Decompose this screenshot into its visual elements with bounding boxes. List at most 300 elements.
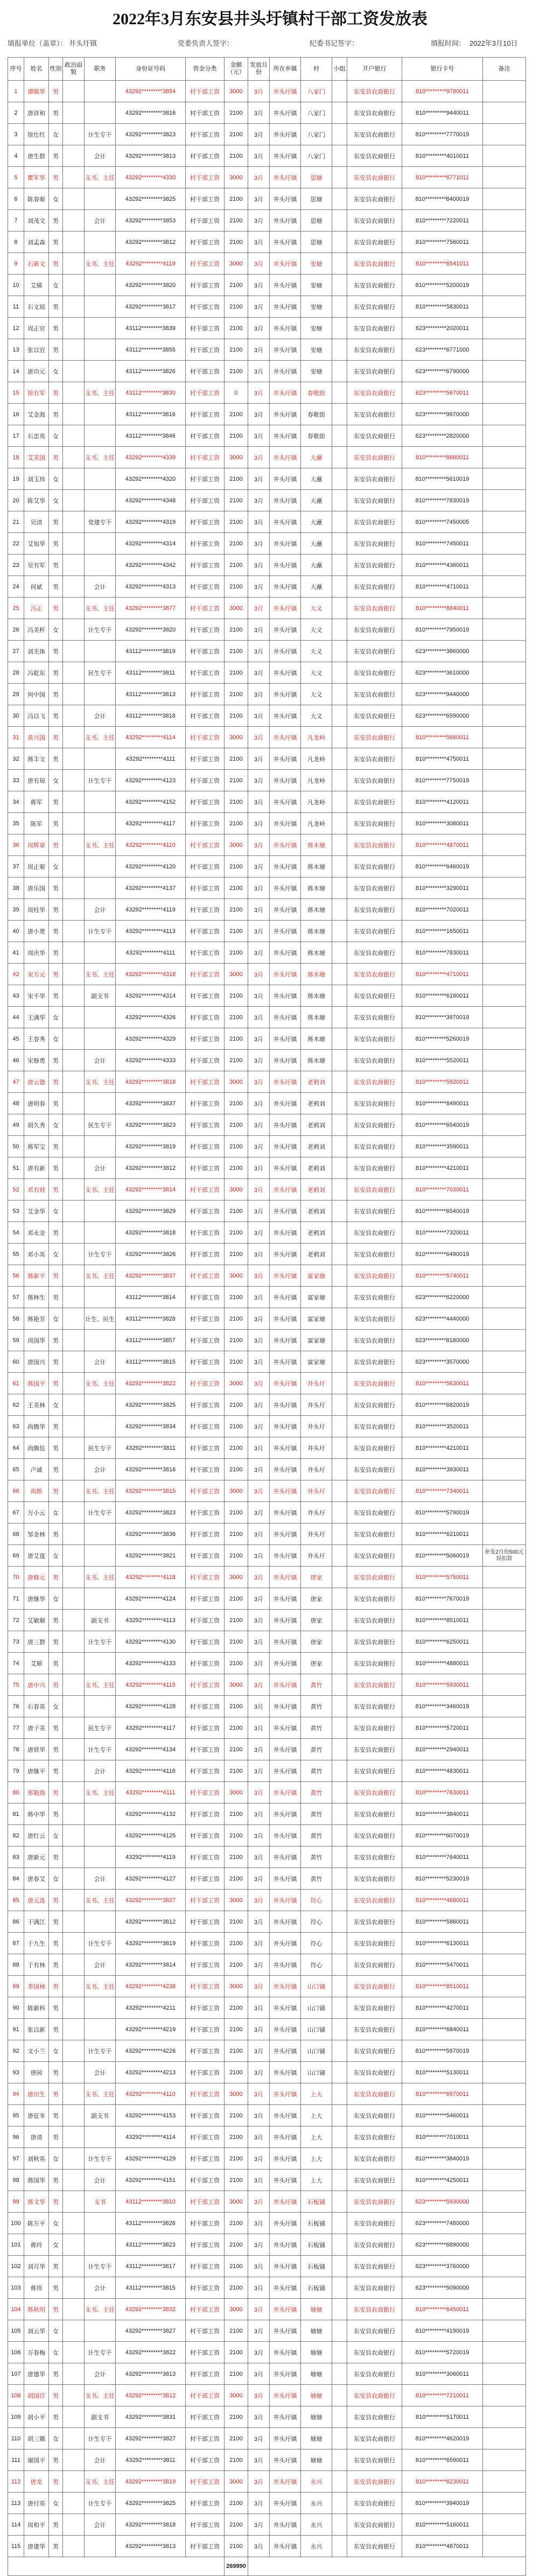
cell-position: 会计 [85, 1868, 116, 1890]
cell-card-number: 623*********6790000 [402, 361, 483, 382]
cell-group [332, 231, 347, 253]
cell-position [85, 1007, 116, 1028]
cell-month: 3月 [248, 1588, 270, 1610]
cell-month: 3月 [248, 576, 270, 598]
cell-name: 黄兴国 [24, 727, 49, 748]
cell-bank: 东安县农商银行 [347, 748, 402, 770]
cell-gender: 男 [49, 964, 63, 985]
cell-card-number: 810*********5160011 [402, 2514, 483, 2536]
cell-remarks [483, 1610, 526, 1631]
cell-name: 谢国平 [24, 2449, 49, 2471]
cell-id-number: 43292*********3853 [116, 210, 186, 231]
cell-group [332, 1739, 347, 1760]
cell-name: 尚腾华 [24, 1416, 49, 1437]
cell-political [63, 210, 85, 231]
cell-card-number: 810*********7770019 [402, 124, 483, 145]
table-row [8, 964, 526, 985]
cell-political [63, 964, 85, 985]
cell-remarks [483, 404, 526, 425]
cell-card-number: 810*********1650011 [402, 921, 483, 942]
cell-id-number: 43292*********4119 [116, 253, 186, 275]
cell-position: 支书、主任 [85, 1373, 116, 1394]
cell-village: 蒋木塘 [301, 1050, 332, 1071]
cell-index: 28 [8, 662, 24, 684]
cell-fund-type: 村干部工资 [186, 2514, 225, 2536]
table-row [8, 1976, 526, 1997]
cell-position: 会计 [85, 1157, 116, 1179]
table-row [8, 641, 526, 662]
cell-political [63, 404, 85, 425]
cell-political [63, 2083, 85, 2105]
cell-town: 井头圩镇 [270, 404, 301, 425]
cell-month: 3月 [248, 124, 270, 145]
cell-fund-type: 村干部工资 [186, 1803, 225, 1825]
cell-gender: 女 [49, 1696, 63, 1717]
cell-political [63, 339, 85, 361]
cell-id-number: 43292*********3826 [116, 1244, 186, 1265]
cell-remarks [483, 1911, 526, 1933]
cell-amount: 3000 [225, 1976, 248, 1997]
cell-political [63, 2040, 85, 2062]
cell-political [63, 2126, 85, 2148]
cell-position: 支书、主任 [85, 1674, 116, 1696]
cell-month: 3月 [248, 339, 270, 361]
cell-group [332, 318, 347, 339]
cell-bank: 东安县农商银行 [347, 813, 402, 834]
cell-town: 井头圩镇 [270, 705, 301, 727]
cell-index: 9 [8, 253, 24, 275]
cell-village: 井头圩 [301, 1416, 332, 1437]
cell-remarks [483, 2299, 526, 2320]
cell-index: 1 [8, 81, 24, 102]
cell-month: 3月 [248, 1631, 270, 1653]
cell-political [63, 1825, 85, 1847]
cell-position [85, 1416, 116, 1437]
cell-political [63, 856, 85, 878]
cell-town: 井头圩镇 [270, 1954, 301, 1976]
table-row [8, 2471, 526, 2493]
cell-group [332, 2083, 347, 2105]
cell-position [85, 1222, 116, 1244]
cell-group [332, 1222, 347, 1244]
cell-index: 44 [8, 1007, 24, 1028]
table-row [8, 2040, 526, 2062]
cell-card-number: 810*********6840011 [402, 2019, 483, 2040]
cell-card-number: 810*********6460019 [402, 856, 483, 878]
cell-remarks [483, 533, 526, 554]
cell-card-number: 623*********3760000 [402, 2256, 483, 2277]
cell-card-number: 810*********3290011 [402, 878, 483, 899]
cell-bank: 东安县农商银行 [347, 1674, 402, 1696]
cell-town: 井头圩镇 [270, 1825, 301, 1847]
cell-position: 计生专干 [85, 1739, 116, 1760]
cell-town: 井头圩镇 [270, 382, 301, 404]
cell-card-number: 810*********7030011 [402, 1179, 483, 1201]
cell-group [332, 425, 347, 447]
cell-name: 唐乐国 [24, 878, 49, 899]
cell-gender: 男 [49, 253, 63, 275]
cell-month: 3月 [248, 705, 270, 727]
table-row [8, 1028, 526, 1050]
cell-political [63, 1588, 85, 1610]
table-row [8, 2148, 526, 2170]
cell-bank: 东安县农商银行 [347, 985, 402, 1007]
cell-town: 井头圩镇 [270, 641, 301, 662]
cell-name: 刘光体 [24, 641, 49, 662]
cell-name: 艾顺 [24, 1653, 49, 1674]
cell-political [63, 899, 85, 921]
cell-group [332, 1524, 347, 1545]
cell-index: 48 [8, 1093, 24, 1114]
cell-village: 春歌街 [301, 404, 332, 425]
cell-name: 邓永金 [24, 1222, 49, 1244]
cell-position: 支书、主任 [85, 1480, 116, 1502]
cell-group [332, 1933, 347, 1954]
cell-gender: 女 [49, 490, 63, 511]
cell-political [63, 1782, 85, 1803]
cell-month: 3月 [248, 2191, 270, 2213]
table-row [8, 1308, 526, 1330]
cell-month: 3月 [248, 2428, 270, 2449]
cell-remarks [483, 2040, 526, 2062]
cell-index: 33 [8, 770, 24, 791]
cell-name: 石春英 [24, 1696, 49, 1717]
cell-remarks [483, 2191, 526, 2213]
cell-fund-type: 村干部工资 [186, 1653, 225, 1674]
cell-name: 万小云 [24, 1502, 49, 1524]
cell-index: 106 [8, 2342, 24, 2363]
table-row [8, 1739, 526, 1760]
cell-remarks [483, 1502, 526, 1524]
cell-bank: 东安县农商银行 [347, 662, 402, 684]
cell-amount: 2100 [225, 2062, 248, 2083]
cell-bank: 东安县农商银行 [347, 1201, 402, 1222]
cell-card-number: 810*********6160011 [402, 985, 483, 1007]
cell-amount: 3000 [225, 1890, 248, 1911]
cell-town: 井头圩镇 [270, 145, 301, 167]
table-row [8, 1524, 526, 1545]
cell-town: 井头圩镇 [270, 2385, 301, 2406]
cell-position [85, 533, 116, 554]
cell-position: 会计 [85, 1760, 116, 1782]
cell-town: 井头圩镇 [270, 1136, 301, 1157]
cell-index: 82 [8, 1825, 24, 1847]
cell-id-number: 43292*********4128 [116, 1696, 186, 1717]
table-row [8, 2256, 526, 2277]
cell-id-number: 43292*********4124 [116, 1588, 186, 1610]
table-row [8, 2514, 526, 2536]
cell-index: 112 [8, 2471, 24, 2493]
cell-fund-type: 村干部工资 [186, 2449, 225, 2471]
cell-gender: 女 [49, 361, 63, 382]
cell-card-number: 810*********4360011 [402, 554, 483, 576]
cell-card-number: 623*********6771000 [402, 339, 483, 361]
cell-bank: 东安县农商银行 [347, 1717, 402, 1739]
cell-gender: 男 [49, 1653, 63, 1674]
cell-card-number: 810*********7640011 [402, 1847, 483, 1868]
cell-card-number: 810*********9440011 [402, 102, 483, 124]
cell-group [332, 81, 347, 102]
cell-id-number: 43292*********4319 [116, 511, 186, 533]
cell-bank: 东安县农商银行 [347, 2126, 402, 2148]
cell-village: 塘塘 [301, 2299, 332, 2320]
cell-gender: 女 [49, 468, 63, 490]
cell-amount: 2100 [225, 1847, 248, 1868]
cell-name: 艾娣 [24, 275, 49, 296]
cell-name: 徐仕红 [24, 124, 49, 145]
cell-group [332, 1287, 347, 1308]
cell-village: 唐家 [301, 1653, 332, 1674]
cell-town: 井头圩镇 [270, 1480, 301, 1502]
cell-village: 符心 [301, 1933, 332, 1954]
cell-index: 99 [8, 2191, 24, 2213]
cell-card-number: 810*********7670019 [402, 1588, 483, 1610]
cell-index: 24 [8, 576, 24, 598]
cell-month: 3月 [248, 1502, 270, 1524]
cell-town: 井头圩镇 [270, 942, 301, 964]
cell-amount: 2100 [225, 1050, 248, 1071]
cell-id-number: 43292*********4342 [116, 554, 186, 576]
cell-index: 10 [8, 275, 24, 296]
cell-id-number: 43292*********4134 [116, 1739, 186, 1760]
cell-amount: 3000 [225, 834, 248, 856]
cell-bank: 东安县农商银行 [347, 1933, 402, 1954]
cell-index: 31 [8, 727, 24, 748]
date-value: 2022年3月10日 [469, 39, 518, 47]
table-row [8, 2363, 526, 2385]
cell-month: 3月 [248, 1976, 270, 1997]
cell-id-number: 43292*********4119 [116, 1847, 186, 1868]
cell-group [332, 188, 347, 210]
cell-amount: 2100 [225, 1954, 248, 1976]
unit-label: 填报单位（盖章）： [8, 39, 67, 47]
cell-month: 3月 [248, 641, 270, 662]
cell-card-number: 810*********3460019 [402, 1696, 483, 1717]
table-header-row [8, 58, 526, 81]
table-row [8, 1201, 526, 1222]
cell-position [85, 1524, 116, 1545]
cell-month: 3月 [248, 1803, 270, 1825]
table-row [8, 425, 526, 447]
cell-name: 尚腾伍 [24, 1437, 49, 1459]
cell-political [63, 1653, 85, 1674]
cell-position: 支书、主任 [85, 964, 116, 985]
cell-position: 计生、民生 [85, 1308, 116, 1330]
cell-town: 井头圩镇 [270, 490, 301, 511]
cell-bank: 东安县农商银行 [347, 1954, 402, 1976]
cell-remarks [483, 856, 526, 878]
cell-position [85, 1093, 116, 1114]
cell-political [63, 275, 85, 296]
cell-town: 井头圩镇 [270, 2299, 301, 2320]
cell-month: 3月 [248, 899, 270, 921]
cell-group [332, 1545, 347, 1567]
cell-position: 支书、主任 [85, 2471, 116, 2493]
cell-id-number: 43292*********4118 [116, 1567, 186, 1588]
cell-remarks [483, 361, 526, 382]
cell-card-number: 810*********4710011 [402, 964, 483, 985]
cell-fund-type: 村干部工资 [186, 1524, 225, 1545]
table-row [8, 339, 526, 361]
cell-group [332, 1868, 347, 1890]
cell-index: 83 [8, 1847, 24, 1868]
cell-village: 思塘 [301, 167, 332, 188]
cell-group [332, 834, 347, 856]
cell-amount: 3000 [225, 1373, 248, 1394]
col-header-amount: 金额（元） [225, 58, 248, 81]
cell-gender: 女 [49, 1007, 63, 1028]
cell-amount: 2100 [225, 1545, 248, 1567]
cell-gender: 男 [49, 210, 63, 231]
cell-group [332, 2493, 347, 2514]
cell-bank: 东安县农商银行 [347, 1351, 402, 1373]
cell-political [63, 2019, 85, 2040]
cell-position [85, 318, 116, 339]
cell-town: 井头圩镇 [270, 748, 301, 770]
cell-id-number: 43112*********3839 [116, 318, 186, 339]
col-header-bank: 开户银行 [347, 58, 402, 81]
cell-village: 永兴 [301, 2514, 332, 2536]
cell-amount: 2100 [225, 296, 248, 318]
cell-village: 老鸦刘 [301, 1179, 332, 1201]
cell-id-number: 43112*********3815 [116, 2277, 186, 2299]
cell-gender: 男 [49, 1739, 63, 1760]
cell-political [63, 1351, 85, 1373]
cell-gender: 男 [49, 2277, 63, 2299]
cell-remarks [483, 2385, 526, 2406]
cell-remarks [483, 382, 526, 404]
cell-fund-type: 村干部工资 [186, 2471, 225, 2493]
cell-group [332, 2191, 347, 2213]
table-row [8, 1760, 526, 1782]
cell-group [332, 2514, 347, 2536]
cell-gender: 男 [49, 447, 63, 468]
cell-name: 尚斯 [24, 1480, 49, 1502]
cell-village: 大义 [301, 705, 332, 727]
cell-id-number: 43292*********4211 [116, 1997, 186, 2019]
cell-amount: 2100 [225, 1997, 248, 2019]
cell-id-number: 43292*********3813 [116, 2536, 186, 2557]
cell-id-number: 43112*********3816 [116, 404, 186, 425]
cell-index: 86 [8, 1911, 24, 1933]
cell-gender: 男 [49, 533, 63, 554]
cell-position: 支书、主任 [85, 1179, 116, 1201]
cell-gender: 女 [49, 188, 63, 210]
cell-political [63, 2363, 85, 2385]
cell-index: 47 [8, 1071, 24, 1093]
table-row [8, 81, 526, 102]
cell-village: 蒋木塘 [301, 942, 332, 964]
cell-card-number: 810*********5630011 [402, 1373, 483, 1394]
cell-gender: 男 [49, 1976, 63, 1997]
cell-village: 塘塘 [301, 2449, 332, 2471]
cell-group [332, 1179, 347, 1201]
cell-remarks [483, 2062, 526, 2083]
cell-remarks [483, 1653, 526, 1674]
table-row [8, 296, 526, 318]
cell-amount: 2100 [225, 404, 248, 425]
cell-name: 蒋国平 [24, 1373, 49, 1394]
cell-name: 宋万元 [24, 964, 49, 985]
cell-fund-type: 村干部工资 [186, 1287, 225, 1308]
cell-id-number: 43292*********4219 [116, 2019, 186, 2040]
cell-town: 井头圩镇 [270, 1502, 301, 1524]
cell-month: 3月 [248, 296, 270, 318]
cell-bank: 东安县农商银行 [347, 1631, 402, 1653]
cell-remarks [483, 2083, 526, 2105]
cell-group [332, 490, 347, 511]
cell-gender: 男 [49, 1050, 63, 1071]
cell-gender: 男 [49, 1480, 63, 1502]
cell-remarks [483, 490, 526, 511]
cell-card-number: 810*********5750011 [402, 1567, 483, 1588]
cell-village: 大蘸 [301, 447, 332, 468]
cell-village: 大义 [301, 598, 332, 619]
col-header-town: 所在乡镇 [270, 58, 301, 81]
cell-card-number: 810*********8840011 [402, 598, 483, 619]
cell-town: 井头圩镇 [270, 2213, 301, 2234]
table-row [8, 1674, 526, 1696]
cell-gender: 男 [49, 662, 63, 684]
cell-month: 3月 [248, 1997, 270, 2019]
cell-political [63, 1179, 85, 1201]
table-row [8, 1222, 526, 1244]
cell-card-number: 810*********5260019 [402, 1028, 483, 1050]
cell-remarks [483, 1437, 526, 1459]
cell-card-number: 810*********4880011 [402, 1653, 483, 1674]
cell-town: 井头圩镇 [270, 2062, 301, 2083]
cell-remarks [483, 1179, 526, 1201]
cell-amount: 3000 [225, 81, 248, 102]
cell-month: 3月 [248, 1696, 270, 1717]
cell-bank: 东安县农商银行 [347, 1997, 402, 2019]
cell-position: 计生专干 [85, 124, 116, 145]
cell-political [63, 1480, 85, 1502]
cell-month: 3月 [248, 1782, 270, 1803]
cell-amount: 2100 [225, 2449, 248, 2471]
cell-id-number: 43292*********3820 [116, 619, 186, 641]
cell-card-number: 810*********5460011 [402, 2105, 483, 2126]
cell-amount: 2100 [225, 1007, 248, 1028]
cell-bank: 东安县农商银行 [347, 2019, 402, 2040]
cell-political [63, 2385, 85, 2406]
cell-bank: 东安县农商银行 [347, 1459, 402, 1480]
cell-card-number: 810*********4830011 [402, 1760, 483, 1782]
cell-month: 3月 [248, 942, 270, 964]
cell-index: 18 [8, 447, 24, 468]
cell-id-number: 43292*********4117 [116, 1717, 186, 1739]
table-row [8, 1373, 526, 1394]
cell-group [332, 1416, 347, 1437]
cell-group [332, 447, 347, 468]
cell-card-number: 810*********7450011 [402, 533, 483, 554]
cell-village: 蒋木塘 [301, 921, 332, 942]
cell-month: 3月 [248, 81, 270, 102]
cell-fund-type: 村干部工资 [186, 1954, 225, 1976]
cell-card-number: 810*********6540019 [402, 1114, 483, 1136]
cell-village: 思塘 [301, 188, 332, 210]
cell-town: 井头圩镇 [270, 533, 301, 554]
cell-political [63, 1265, 85, 1287]
cell-fund-type: 村干部工资 [186, 2019, 225, 2040]
cell-political [63, 641, 85, 662]
cell-group [332, 2536, 347, 2557]
cell-id-number: 43292*********3823 [116, 124, 186, 145]
cell-gender: 男 [49, 1997, 63, 2019]
cell-index: 91 [8, 2019, 24, 2040]
cell-name: 于满江 [24, 1911, 49, 1933]
cell-name: 蒋林生 [24, 1287, 49, 1308]
